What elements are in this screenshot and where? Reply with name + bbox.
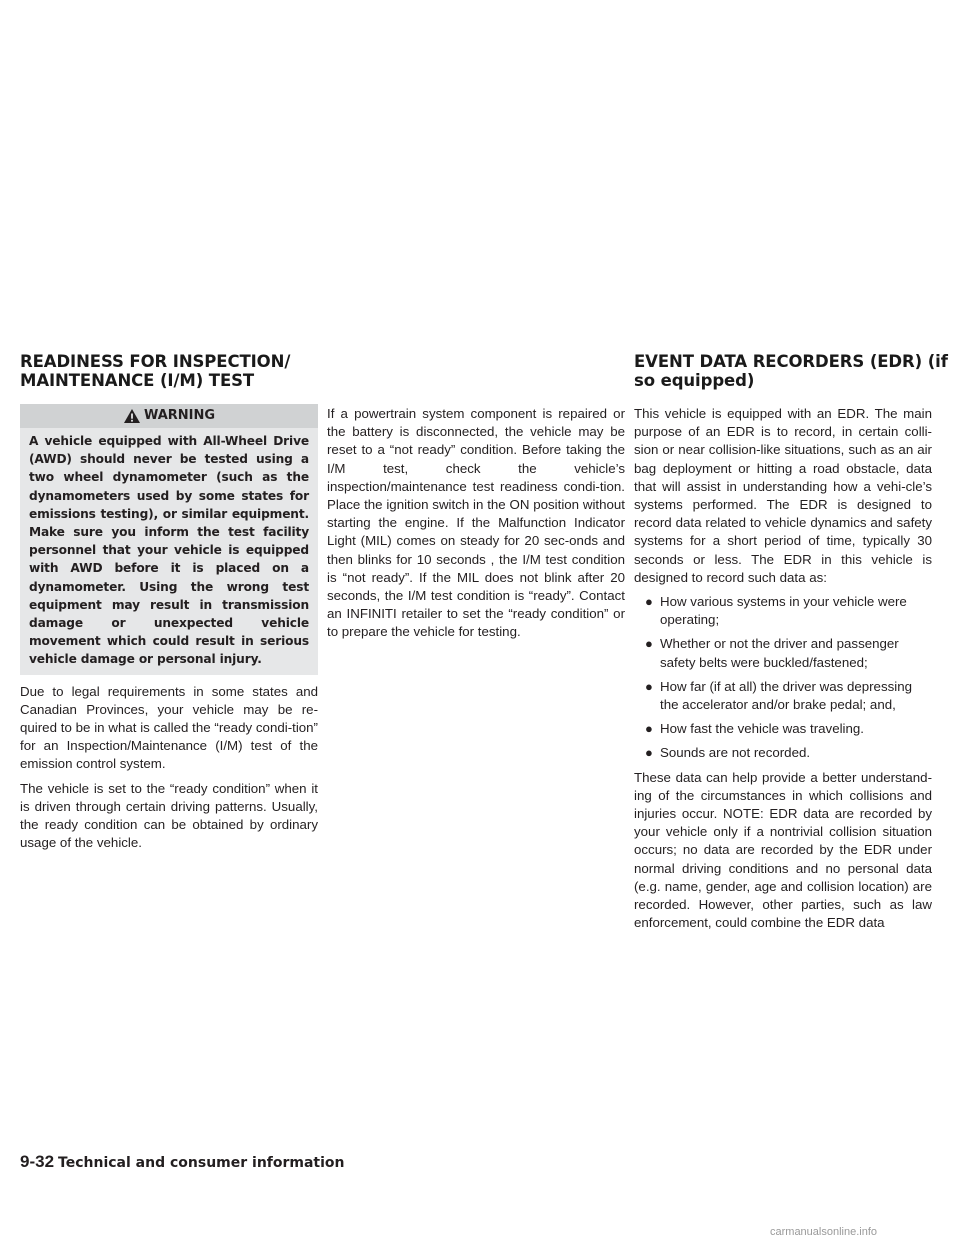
- warning-triangle-icon: [123, 408, 141, 424]
- footer-title: Technical and consumer information: [58, 1155, 345, 1171]
- section-heading-readiness: [20, 352, 290, 390]
- list-item: [634, 593, 932, 629]
- edr-data-list: [634, 593, 932, 763]
- page-number: 9-32: [20, 1152, 55, 1171]
- section-heading-edr: [634, 352, 948, 390]
- list-item: [634, 678, 932, 714]
- heading-line: so equipped): [634, 371, 755, 390]
- list-item-text: How fast the vehicle was traveling.: [660, 721, 864, 737]
- paragraph: The vehicle is set to the “ready condition” when it is driven through certain driving patterns. Usually, the ready condition can be obtained by ordinary usage of the vehicle.: [20, 780, 318, 851]
- list-item-text: How various systems in your vehicle were operating;: [660, 594, 907, 628]
- warning-box: [20, 404, 318, 675]
- warning-title: WARNING: [143, 407, 216, 423]
- list-item-text: Whether or not the driver and passenger safety belts were buckled/fastened;: [660, 636, 899, 670]
- list-item: [634, 635, 932, 671]
- paragraph: If a powertrain system component is repaired or the battery is disconnected, the vehicle may be reset to a “not ready” condition. Before taking the I/M test, check the vehicle’s inspection/maintenance test readiness condi-tion. Place the ignition switch in the ON position without starting the engine. If the Malfunction Indicator Light (MIL) comes on steady for 20 sec-onds and then blinks for 10 seconds , the I/M test condition is “not ready”. If the MIL does not blink after 20 seconds, the I/M test condition is “ready”. Contact an INFINITI retailer to set the “ready condition” or to prepare the vehicle for testing.: [327, 406, 625, 640]
- list-item-text: How far (if at all) the driver was depressing the accelerator and/or brake pedal; and,: [660, 678, 912, 713]
- bullet-icon: ●: [645, 594, 653, 610]
- warning-header: [20, 404, 318, 428]
- column-right: [634, 405, 932, 938]
- list-item: [634, 720, 932, 738]
- heading-line: EVENT DATA RECORDERS (EDR) (if: [634, 352, 948, 371]
- page-footer: [20, 1152, 345, 1172]
- watermark: carmanualsonline.info: [770, 1226, 878, 1238]
- heading-line: MAINTENANCE (I/M) TEST: [20, 371, 255, 390]
- column-middle: [327, 405, 625, 648]
- bullet-icon: ●: [645, 678, 653, 694]
- bullet-icon: ●: [645, 721, 653, 737]
- bullet-icon: ●: [645, 745, 653, 761]
- paragraph: Due to legal requirements in some states and Canadian Provinces, your vehicle may be re-quired to be in what is called the “ready condi-tion” for an Inspection/Maintenance (I/M) test of the emission control system.: [20, 683, 318, 772]
- list-item: [634, 744, 932, 762]
- paragraph: This vehicle is equipped with an EDR. The main purpose of an EDR is to record, in certain colli-sion or near collision-like situations, such as an air bag deployment or hitting a road obstacle, data that will assist in understanding how a vehi-cle’s systems performed. The EDR is designed to record data related to vehicle dynamics and safety systems for a short period of time, typically 30 seconds or less. The EDR in this vehicle is designed to record such data as:: [634, 406, 932, 585]
- list-item-text: Sounds are not recorded.: [660, 745, 811, 761]
- heading-line: READINESS FOR INSPECTION/: [20, 352, 291, 371]
- paragraph: These data can help provide a better understand-ing of the circumstances in which collisions and injuries occur. NOTE: EDR data are recorded by your vehicle only if a nontrivial collision situation occurs; no data are recorded by the EDR under normal driving conditions and no personal data (e.g. name, gender, age and collision location) are recorded. However, other parties, such as law enforcement, could combine the EDR data: [634, 769, 932, 931]
- warning-text: A vehicle equipped with All-Wheel Drive (AWD) should never be tested using a two wheel dynamometer (such as the dynamometers used by some states for emissions testing), or similar equipment. Make sure you inform the test facility personnel that your vehicle is equipped with AWD before it is placed on a dynamometer. Using the wrong test equipment may result in transmission damage or unexpected vehicle movement which could result in serious vehicle damage or personal injury.: [29, 434, 309, 667]
- column-left: [20, 404, 318, 858]
- bullet-icon: ●: [645, 636, 653, 652]
